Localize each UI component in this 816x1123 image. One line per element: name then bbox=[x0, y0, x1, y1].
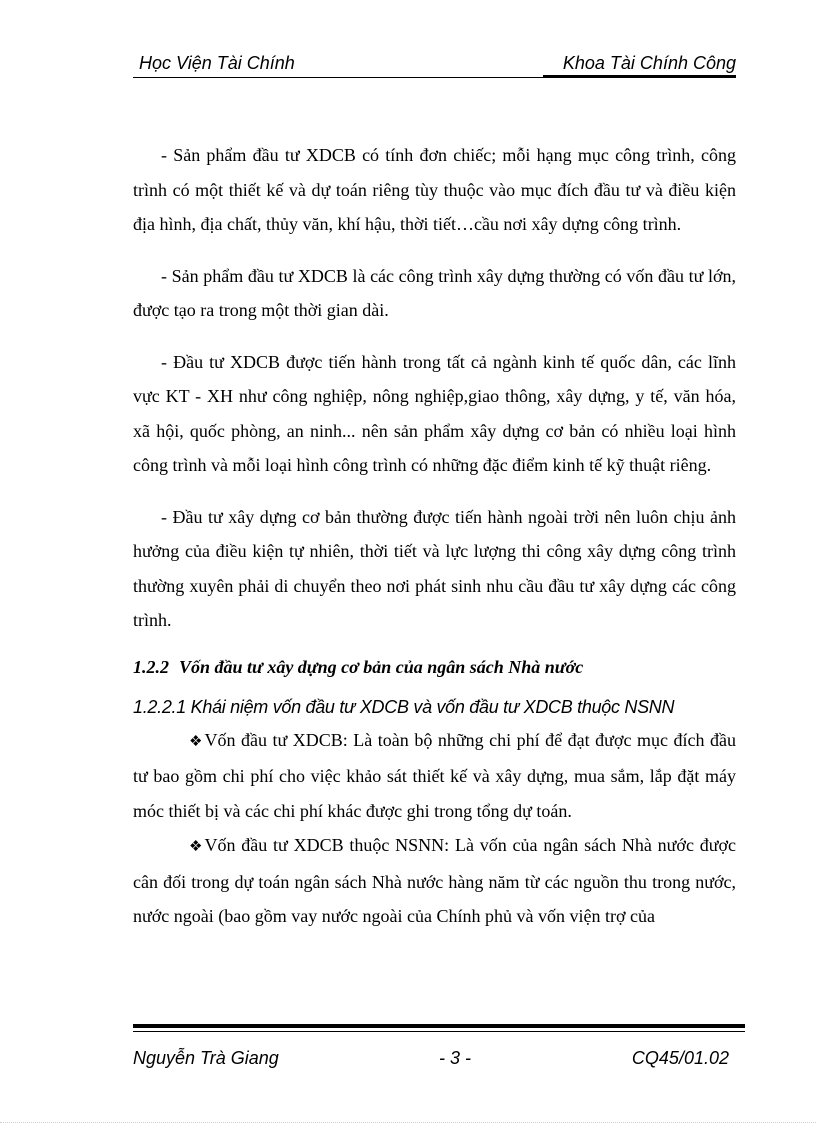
paragraph: - Sản phẩm đầu tư XDCB có tính đơn chiếc; mỗi hạng mục công trình, công trình có một thiết kế và dự toán riêng tùy thuộc vào mục đích đầu tư và điều kiện địa hình, địa chất, thủy văn, khí hậu, thời tiết…cầu nơi xây dựng công trình. bbox=[133, 145, 736, 234]
document-body bbox=[133, 138, 736, 934]
header-institution: Học Viện Tài Chính bbox=[139, 53, 295, 73]
header-rule-thin bbox=[133, 77, 543, 78]
page-header bbox=[133, 50, 736, 78]
section-title: Vốn đầu tư xây dựng cơ bản của ngân sách Nhà nước bbox=[179, 656, 584, 677]
diamond-bullet-icon: ❖ bbox=[189, 839, 203, 855]
page-number: - 3 - bbox=[439, 1048, 472, 1068]
subsection-heading: 1.2.2.1 Khái niệm vốn đầu tư XDCB và vốn đầu tư XDCB thuộc NSNN bbox=[133, 696, 675, 717]
section-heading bbox=[133, 655, 736, 679]
section-number: 1.2.2 bbox=[133, 656, 169, 677]
header-rule-thick bbox=[543, 75, 736, 78]
footer-author: Nguyễn Trà Giang bbox=[133, 1048, 279, 1068]
bullet-paragraph bbox=[133, 828, 736, 934]
bullet-text: Vốn đầu tư XDCB thuộc NSNN: Là vốn của ngân sách Nhà nước được cân đối trong dự toán ngân sách Nhà nước hàng năm từ các nguồn thu trong nước, nước ngoài (bao gồm vay nước ngoài của Chính phủ và vốn viện trợ của bbox=[133, 835, 736, 926]
bullet-text: Vốn đầu tư XDCB: Là toàn bộ những chi phí để đạt được mục đích đầu tư bao gồm chi phí cho việc khảo sát thiết kế và xây dựng, mua sắm, lắp đặt máy móc thiết bị và các chi phí khác được ghi trong tổng dự toán. bbox=[133, 729, 736, 821]
page-footer bbox=[133, 1048, 729, 1076]
footer-rule bbox=[133, 1024, 745, 1032]
bullet-paragraph bbox=[133, 723, 736, 829]
footer-class-code: CQ45/01.02 bbox=[631, 1048, 729, 1068]
footer-rule-thin bbox=[133, 1031, 745, 1032]
header-department: Khoa Tài Chính Công bbox=[562, 53, 736, 73]
footer-rule-thick bbox=[133, 1024, 745, 1028]
paragraph: - Sản phẩm đầu tư XDCB là các công trình xây dựng thường có vốn đầu tư lớn, được tạo ra trong một thời gian dài. bbox=[133, 265, 736, 320]
paragraph: - Đầu tư xây dựng cơ bản thường được tiến hành ngoài trời nên luôn chịu ảnh hưởng của điều kiện tự nhiên, thời tiết và lực lượng thi công xây dựng công trình thường xuyên phải di chuyển theo nơi phát sinh nhu cầu đầu tư xây dựng các công trình. bbox=[133, 506, 736, 630]
paragraph: - Đầu tư XDCB được tiến hành trong tất cả ngành kinh tế quốc dân, các lĩnh vực KT - XH như công nghiệp, nông nghiệp,giao thông, xây dựng, y tế, văn hóa, xã hội, quốc phòng, an ninh... nên sản phẩm xây dựng cơ bản có nhiều loại hình công trình và mỗi loại hình công trình có những đặc điểm kinh tế kỹ thuật riêng. bbox=[133, 351, 736, 475]
diamond-bullet-icon: ❖ bbox=[189, 733, 203, 750]
